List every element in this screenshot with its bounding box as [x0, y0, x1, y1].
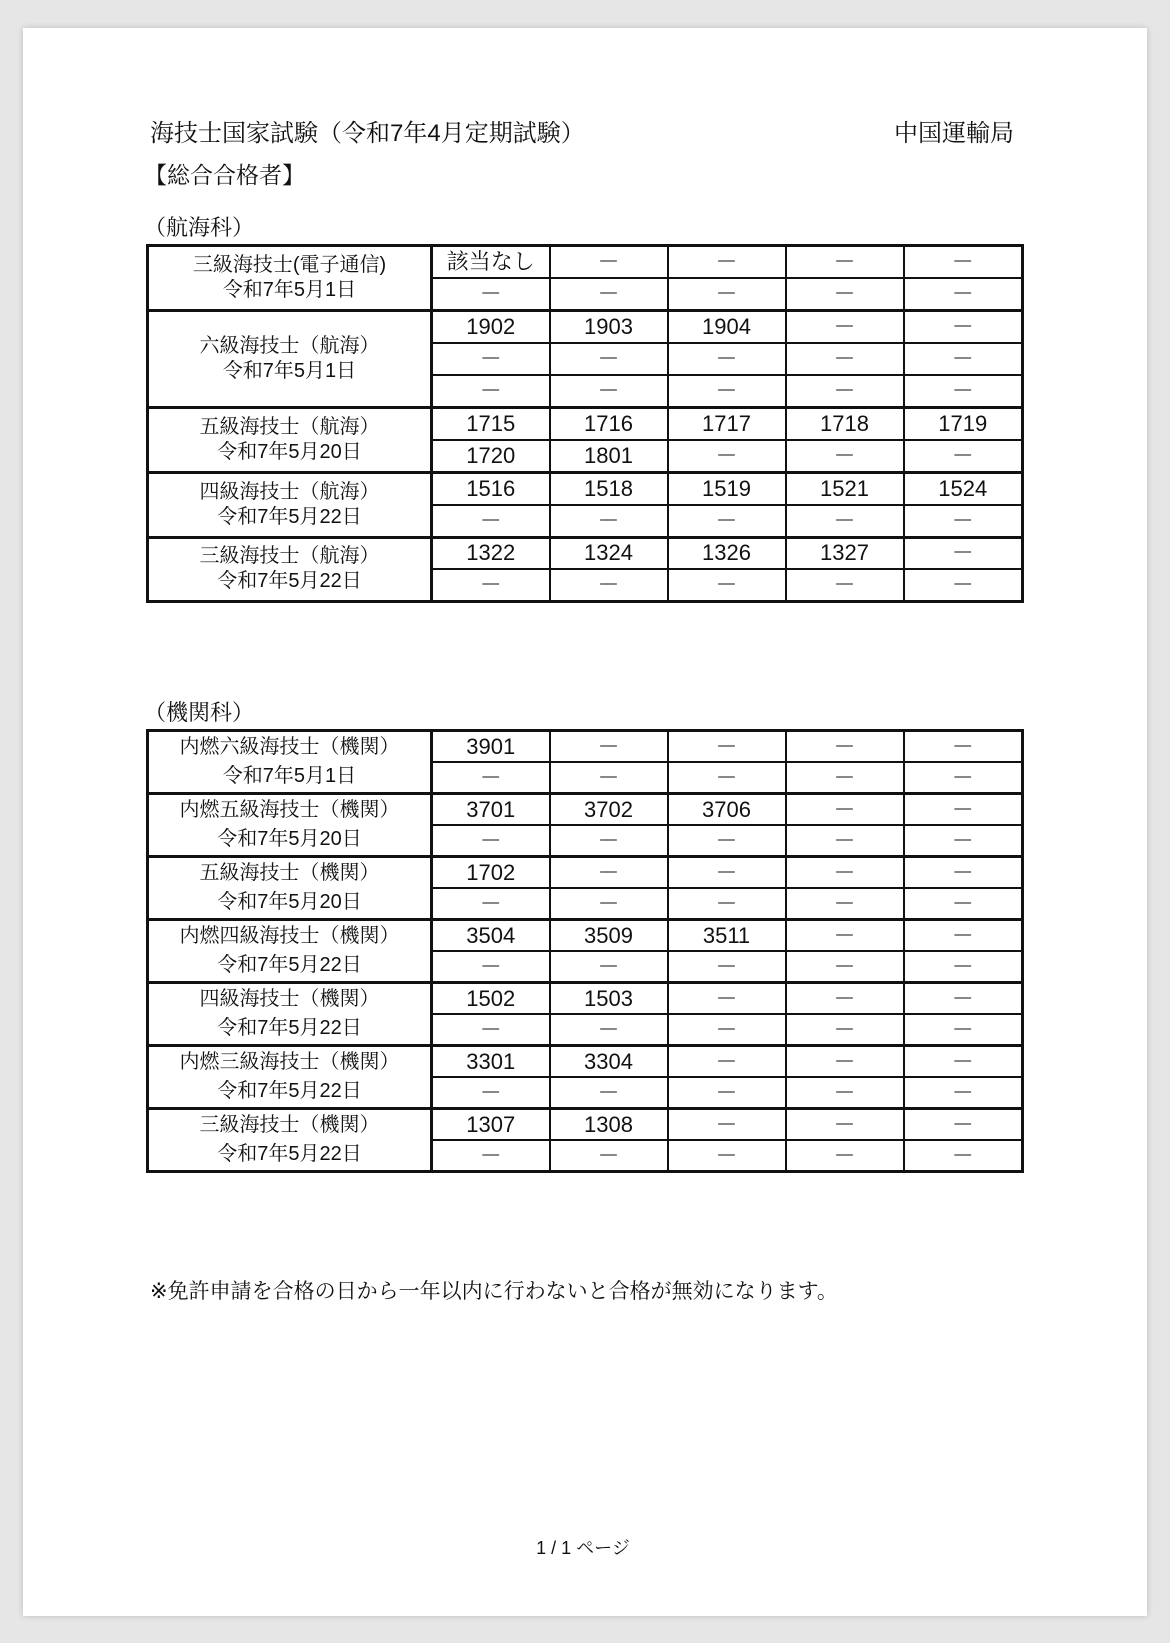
license-class-name: 三級海技士（機関）	[199, 1114, 380, 1136]
empty-cell: －	[432, 762, 550, 794]
empty-cell: －	[668, 505, 786, 537]
candidate-number-cell: 3504	[432, 920, 550, 952]
pass-date: 令和7年5月22日	[217, 1143, 362, 1165]
empty-cell: －	[432, 505, 550, 537]
empty-cell: －	[904, 375, 1023, 407]
pass-date: 令和7年5月20日	[217, 891, 362, 913]
empty-cell: －	[786, 794, 904, 826]
pass-date: 令和7年5月22日	[217, 1080, 362, 1102]
table-row	[148, 920, 1023, 952]
candidate-number-cell: 1324	[550, 537, 668, 569]
empty-cell: －	[904, 951, 1023, 983]
empty-cell: －	[550, 246, 668, 278]
empty-cell: －	[786, 246, 904, 278]
table-row	[148, 983, 1023, 1015]
candidate-number-cell: 該当なし	[432, 246, 550, 278]
empty-cell: －	[432, 1077, 550, 1109]
empty-cell: －	[668, 983, 786, 1015]
table-row	[148, 310, 1023, 342]
empty-cell: －	[904, 825, 1023, 857]
empty-cell: －	[786, 1140, 904, 1172]
candidate-number-cell: 1903	[550, 310, 668, 342]
candidate-number-cell: 1902	[432, 310, 550, 342]
empty-cell: －	[904, 246, 1023, 278]
pass-date: 令和7年5月22日	[217, 1017, 362, 1039]
group-label-cell	[148, 857, 432, 920]
page-number: 1 / 1 ページ	[536, 1538, 630, 1558]
empty-cell: －	[668, 343, 786, 375]
empty-cell: －	[550, 951, 668, 983]
empty-cell: －	[432, 278, 550, 310]
license-class-name: 内燃三級海技士（機関）	[179, 1051, 400, 1073]
empty-cell: －	[550, 731, 668, 763]
empty-cell: －	[786, 375, 904, 407]
license-class-name: 四級海技士（機関）	[199, 988, 380, 1010]
empty-cell: －	[904, 569, 1023, 601]
candidate-number-cell: 3511	[668, 920, 786, 952]
group-label-cell	[148, 1046, 432, 1109]
empty-cell: －	[668, 888, 786, 920]
candidate-number-cell: 3706	[668, 794, 786, 826]
empty-cell: －	[668, 440, 786, 472]
empty-cell: －	[904, 794, 1023, 826]
license-class-name: 五級海技士（機関）	[199, 862, 380, 884]
validity-note: ※免許申請を合格の日から一年以内に行わないと合格が無効になります。	[150, 1280, 838, 1303]
empty-cell: －	[668, 1140, 786, 1172]
candidate-number-cell: 1719	[904, 407, 1023, 439]
candidate-number-cell: 1521	[786, 472, 904, 504]
group-label-cell	[148, 472, 432, 537]
empty-cell: －	[432, 888, 550, 920]
candidate-number-cell: 1801	[550, 440, 668, 472]
table-row	[148, 537, 1023, 569]
pass-date: 令和7年5月22日	[217, 505, 362, 528]
table-row	[148, 857, 1023, 889]
candidate-number-cell: 1519	[668, 472, 786, 504]
empty-cell: －	[904, 343, 1023, 375]
candidate-number-cell: 1503	[550, 983, 668, 1015]
empty-cell: －	[668, 1109, 786, 1141]
empty-cell: －	[904, 537, 1023, 569]
empty-cell: －	[550, 1077, 668, 1109]
empty-cell: －	[786, 762, 904, 794]
pass-date: 令和7年5月22日	[217, 954, 362, 976]
section-heading-navigation: （航海科）	[144, 215, 255, 240]
empty-cell: －	[432, 375, 550, 407]
empty-cell: －	[786, 310, 904, 342]
table-row	[148, 794, 1023, 826]
document-title: 海技士国家試験（令和7年4月定期試験）	[150, 120, 585, 147]
empty-cell: －	[904, 1140, 1023, 1172]
empty-cell: －	[904, 731, 1023, 763]
candidate-number-cell: 1307	[432, 1109, 550, 1141]
empty-cell: －	[432, 1140, 550, 1172]
candidate-number-cell: 1720	[432, 440, 550, 472]
empty-cell: －	[668, 731, 786, 763]
empty-cell: －	[668, 1077, 786, 1109]
empty-cell: －	[550, 762, 668, 794]
empty-cell: －	[668, 825, 786, 857]
empty-cell: －	[786, 920, 904, 952]
empty-cell: －	[668, 375, 786, 407]
candidate-number-cell: 1308	[550, 1109, 668, 1141]
pass-date: 令和7年5月1日	[222, 765, 357, 787]
empty-cell: －	[668, 246, 786, 278]
table-row	[148, 472, 1023, 504]
empty-cell: －	[786, 1014, 904, 1046]
section-heading-engine: （機関科）	[144, 700, 255, 725]
table-row	[148, 246, 1023, 278]
license-class-name: 六級海技士（航海）	[199, 334, 380, 357]
empty-cell: －	[786, 1046, 904, 1078]
empty-cell: －	[550, 278, 668, 310]
license-class-name: 三級海技士(電子通信)	[192, 253, 387, 276]
candidate-number-cell: 3702	[550, 794, 668, 826]
pass-date: 令和7年5月20日	[217, 440, 362, 463]
candidate-number-cell: 3301	[432, 1046, 550, 1078]
empty-cell: －	[904, 983, 1023, 1015]
empty-cell: －	[904, 1109, 1023, 1141]
candidate-number-cell: 3304	[550, 1046, 668, 1078]
pass-date: 令和7年5月20日	[217, 828, 362, 850]
candidate-number-cell: 3701	[432, 794, 550, 826]
empty-cell: －	[904, 1046, 1023, 1078]
empty-cell: －	[668, 762, 786, 794]
empty-cell: －	[550, 343, 668, 375]
empty-cell: －	[904, 920, 1023, 952]
empty-cell: －	[904, 857, 1023, 889]
empty-cell: －	[904, 762, 1023, 794]
candidate-number-cell: 1716	[550, 407, 668, 439]
pass-date: 令和7年5月22日	[217, 570, 362, 593]
license-class-name: 内燃五級海技士（機関）	[179, 799, 400, 821]
candidate-number-cell: 1524	[904, 472, 1023, 504]
license-class-name: 四級海技士（航海）	[199, 480, 380, 503]
empty-cell: －	[668, 951, 786, 983]
group-label-cell	[148, 794, 432, 857]
document-subtitle: 【総合合格者】	[144, 162, 305, 188]
empty-cell: －	[550, 375, 668, 407]
empty-cell: －	[668, 1046, 786, 1078]
group-label-cell	[148, 246, 432, 311]
pass-date: 令和7年5月1日	[222, 359, 357, 382]
candidate-number-cell: 1322	[432, 537, 550, 569]
license-class-name: 三級海技士（航海）	[199, 545, 380, 568]
empty-cell: －	[786, 343, 904, 375]
group-label-cell	[148, 731, 432, 794]
table-row	[148, 1046, 1023, 1078]
empty-cell: －	[432, 343, 550, 375]
candidate-number-cell: 1702	[432, 857, 550, 889]
license-class-name: 内燃六級海技士（機関）	[179, 736, 400, 758]
candidate-number-cell: 1327	[786, 537, 904, 569]
candidate-number-cell: 3509	[550, 920, 668, 952]
empty-cell: －	[786, 1109, 904, 1141]
empty-cell: －	[786, 825, 904, 857]
empty-cell: －	[904, 278, 1023, 310]
empty-cell: －	[550, 825, 668, 857]
candidate-number-cell: 1718	[786, 407, 904, 439]
empty-cell: －	[786, 951, 904, 983]
group-label-cell	[148, 537, 432, 602]
empty-cell: －	[786, 440, 904, 472]
candidate-number-cell: 3901	[432, 731, 550, 763]
empty-cell: －	[550, 1140, 668, 1172]
license-class-name: 五級海技士（航海）	[199, 415, 380, 438]
results-table-navigation	[146, 244, 1024, 603]
empty-cell: －	[550, 569, 668, 601]
empty-cell: －	[786, 278, 904, 310]
table-row	[148, 1109, 1023, 1141]
empty-cell: －	[668, 857, 786, 889]
candidate-number-cell: 1516	[432, 472, 550, 504]
candidate-number-cell: 1717	[668, 407, 786, 439]
empty-cell: －	[550, 888, 668, 920]
group-label-cell	[148, 983, 432, 1046]
empty-cell: －	[432, 1014, 550, 1046]
empty-cell: －	[786, 569, 904, 601]
candidate-number-cell: 1326	[668, 537, 786, 569]
empty-cell: －	[786, 888, 904, 920]
group-label-cell	[148, 1109, 432, 1172]
empty-cell: －	[786, 731, 904, 763]
pass-date: 令和7年5月1日	[222, 278, 357, 301]
empty-cell: －	[786, 983, 904, 1015]
empty-cell: －	[904, 440, 1023, 472]
empty-cell: －	[786, 857, 904, 889]
empty-cell: －	[904, 888, 1023, 920]
empty-cell: －	[432, 569, 550, 601]
empty-cell: －	[904, 1077, 1023, 1109]
license-class-name: 内燃四級海技士（機関）	[179, 925, 400, 947]
empty-cell: －	[786, 505, 904, 537]
empty-cell: －	[550, 1014, 668, 1046]
empty-cell: －	[668, 278, 786, 310]
empty-cell: －	[668, 1014, 786, 1046]
empty-cell: －	[904, 310, 1023, 342]
candidate-number-cell: 1518	[550, 472, 668, 504]
empty-cell: －	[550, 857, 668, 889]
table-row	[148, 407, 1023, 439]
empty-cell: －	[904, 505, 1023, 537]
empty-cell: －	[668, 569, 786, 601]
issuing-office: 中国運輸局	[894, 120, 1014, 147]
group-label-cell	[148, 310, 432, 407]
table-row	[148, 731, 1023, 763]
empty-cell: －	[786, 1077, 904, 1109]
candidate-number-cell: 1715	[432, 407, 550, 439]
results-table-engine	[146, 729, 1024, 1173]
candidate-number-cell: 1904	[668, 310, 786, 342]
empty-cell: －	[550, 505, 668, 537]
group-label-cell	[148, 407, 432, 472]
empty-cell: －	[904, 1014, 1023, 1046]
empty-cell: －	[432, 951, 550, 983]
empty-cell: －	[432, 825, 550, 857]
group-label-cell	[148, 920, 432, 983]
candidate-number-cell: 1502	[432, 983, 550, 1015]
